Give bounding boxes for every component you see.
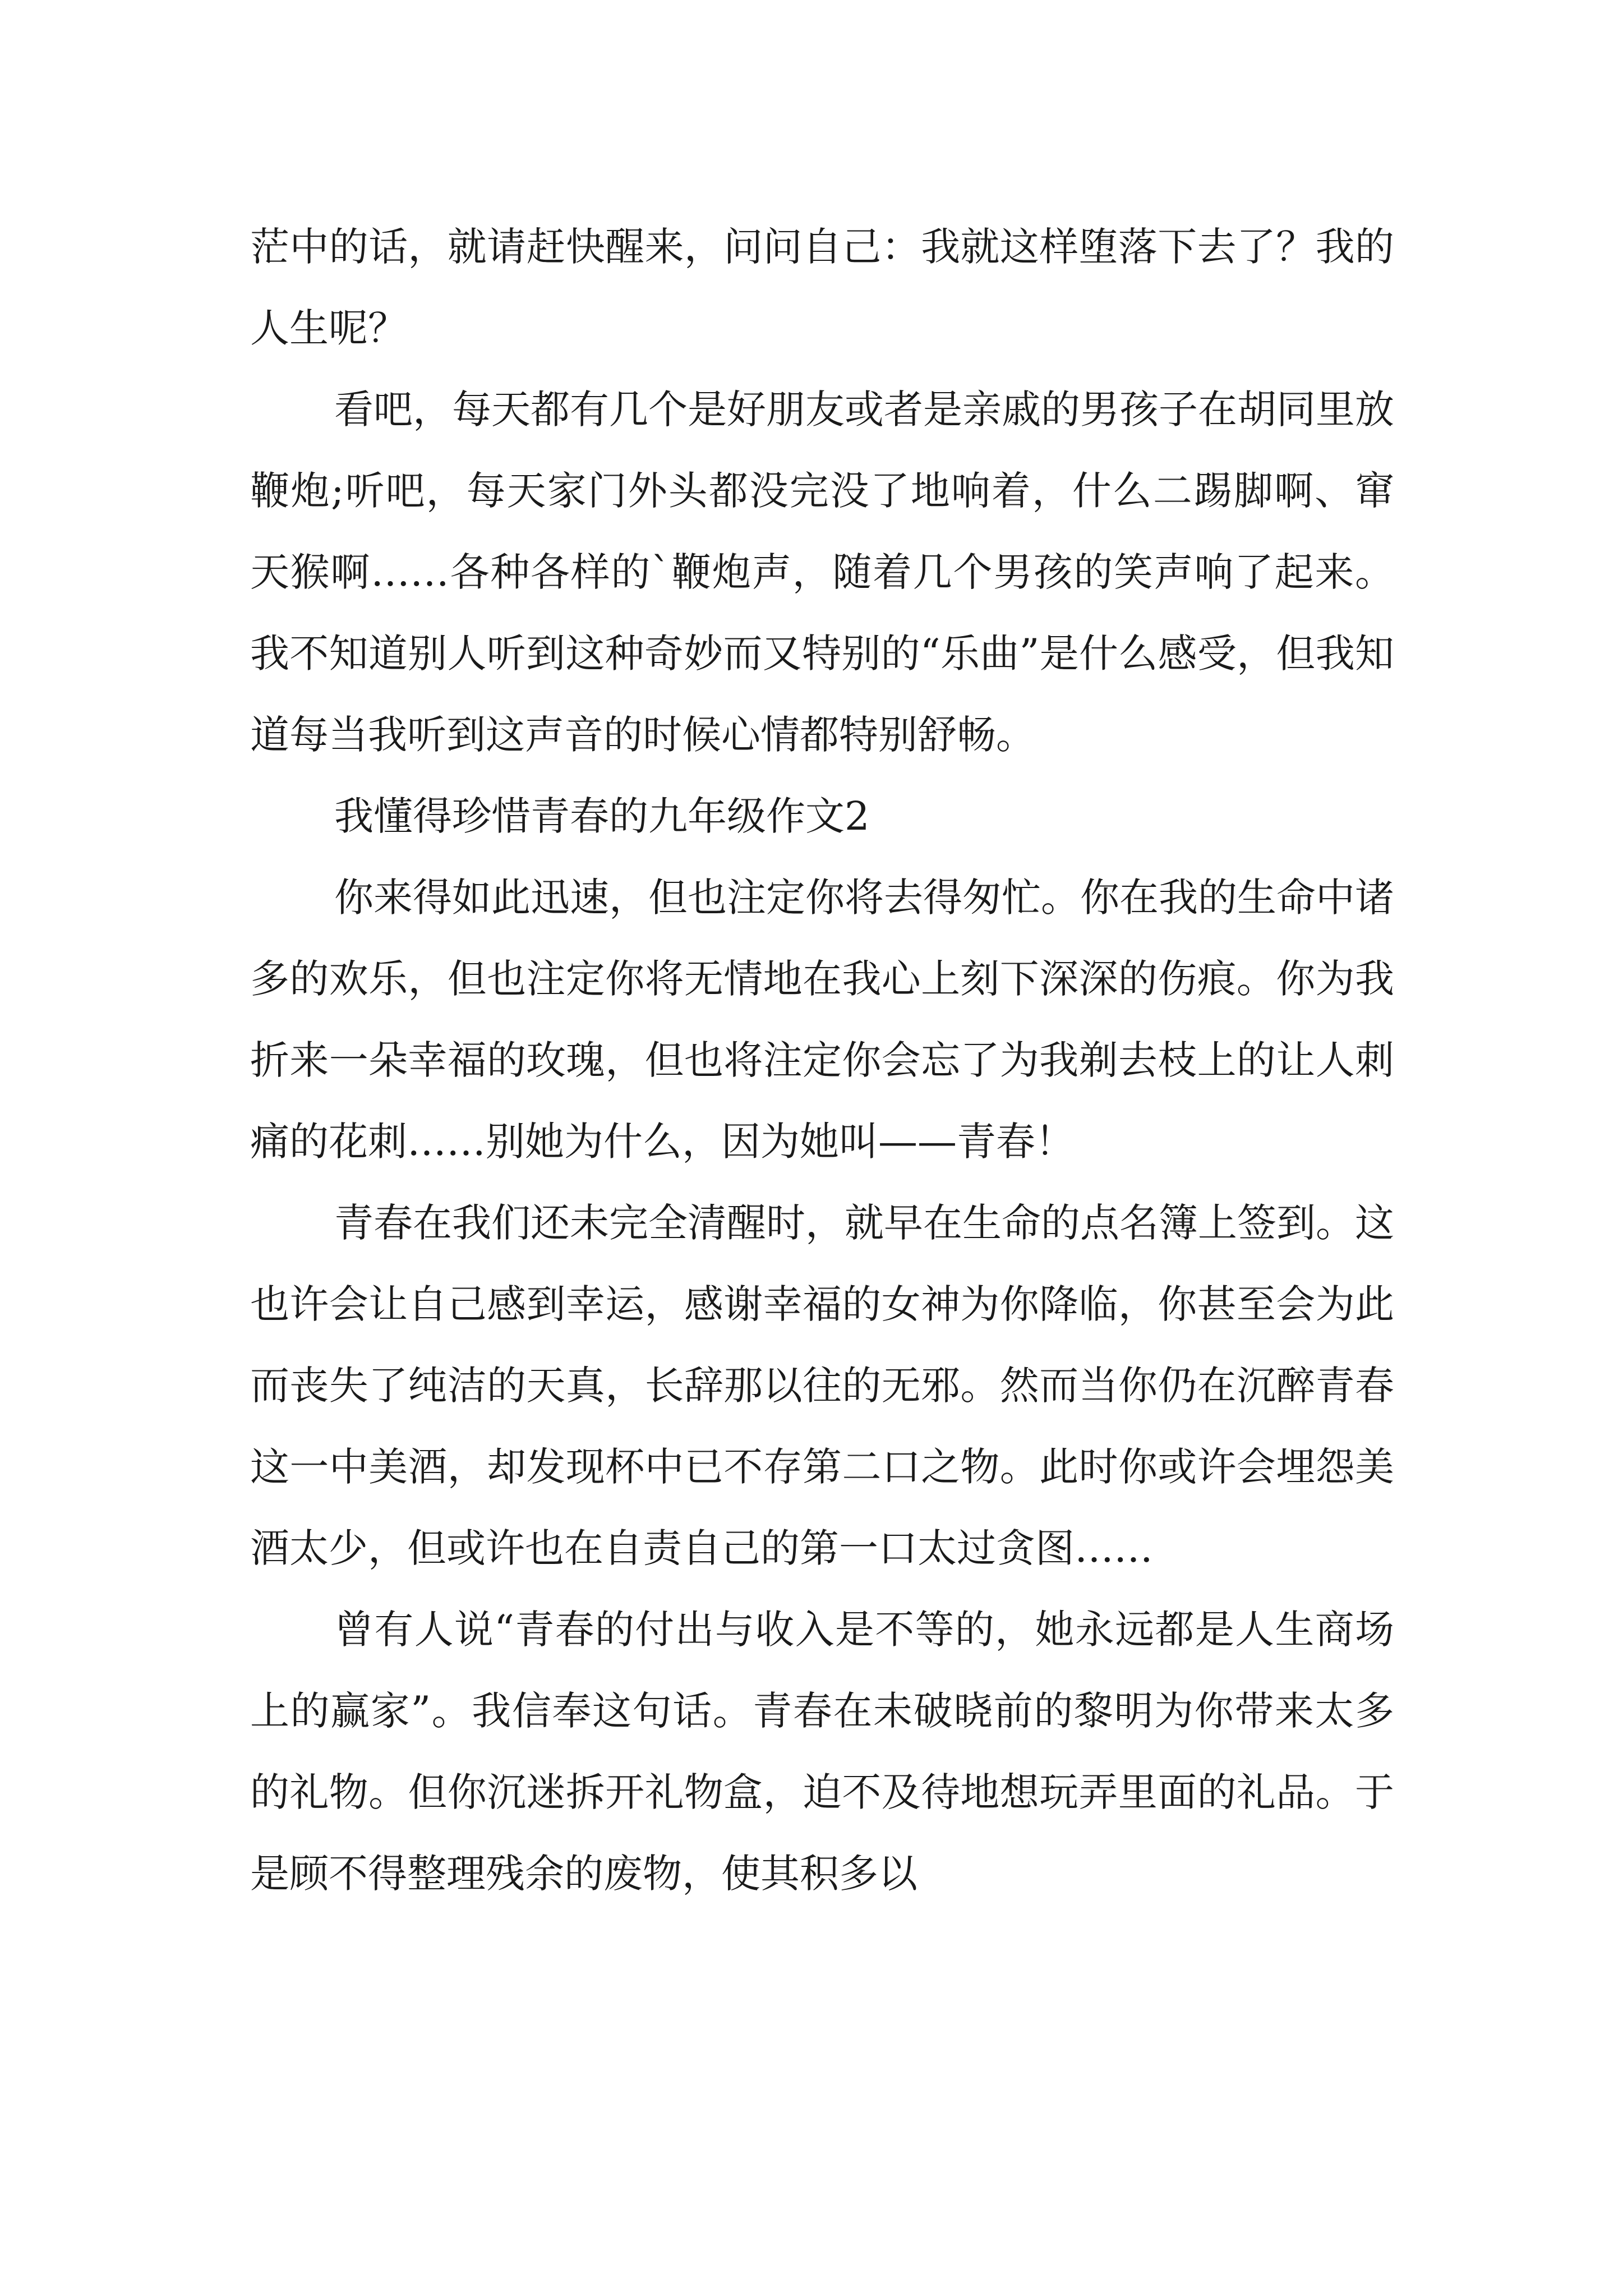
essay-title: 我懂得珍惜青春的九年级作文2: [334, 793, 870, 839]
paragraph-firecrackers: 看吧，每天都有几个是好朋友或者是亲戚的男孩子在胡同里放鞭炮;听吧，每天家门外头都没完没了地响着，什么二踢脚啊、窜天猴啊……各种各样的`鞭炮声，随着几个男孩的笑声响了起来。我不知道别人听到这种奇妙而又特别的“乐曲”是什么感受，但我知道每当我听到这声音的时候心情都特别舒畅。: [250, 386, 1394, 758]
paragraph-continuation: 茫中的话，就请赶快醒来，问问自己：我就这样堕落下去了？我的人生呢？: [250, 224, 1394, 351]
paragraph-youth-gifts: 曾有人说“青春的付出与收入是不等的，她永远都是人生商场上的赢家”。我信奉这句话。青春在未破晓前的黎明为你带来太多的礼物。但你沉迷拆开礼物盒，迫不及待地想玩弄里面的礼品。于是顾不得整理残余的废物，使其积多以: [250, 1607, 1394, 1897]
document-body: [250, 206, 1394, 1915]
paragraph-youth-intro: 你来得如此迅速，但也注定你将去得匆忙。你在我的生命中诸多的欢乐，但也注定你将无情地在我心上刻下深深的伤痕。你为我折来一朵幸福的玫瑰，但也将注定你会忘了为我剃去枝上的让人刺痛的花刺……别她为什么，因为她叫——青春！: [250, 875, 1394, 1165]
paragraph-youth-signin: 青春在我们还未完全清醒时，就早在生命的点名簿上签到。这也许会让自己感到幸运，感谢幸福的女神为你降临，你甚至会为此而丧失了纯洁的天真，长辞那以往的无邪。然而当你仍在沉醉青春这一中美酒，却发现杯中已不存第二口之物。此时你或许会埋怨美酒太少，但或许也在自责自己的第一口太过贪图……: [250, 1200, 1394, 1571]
